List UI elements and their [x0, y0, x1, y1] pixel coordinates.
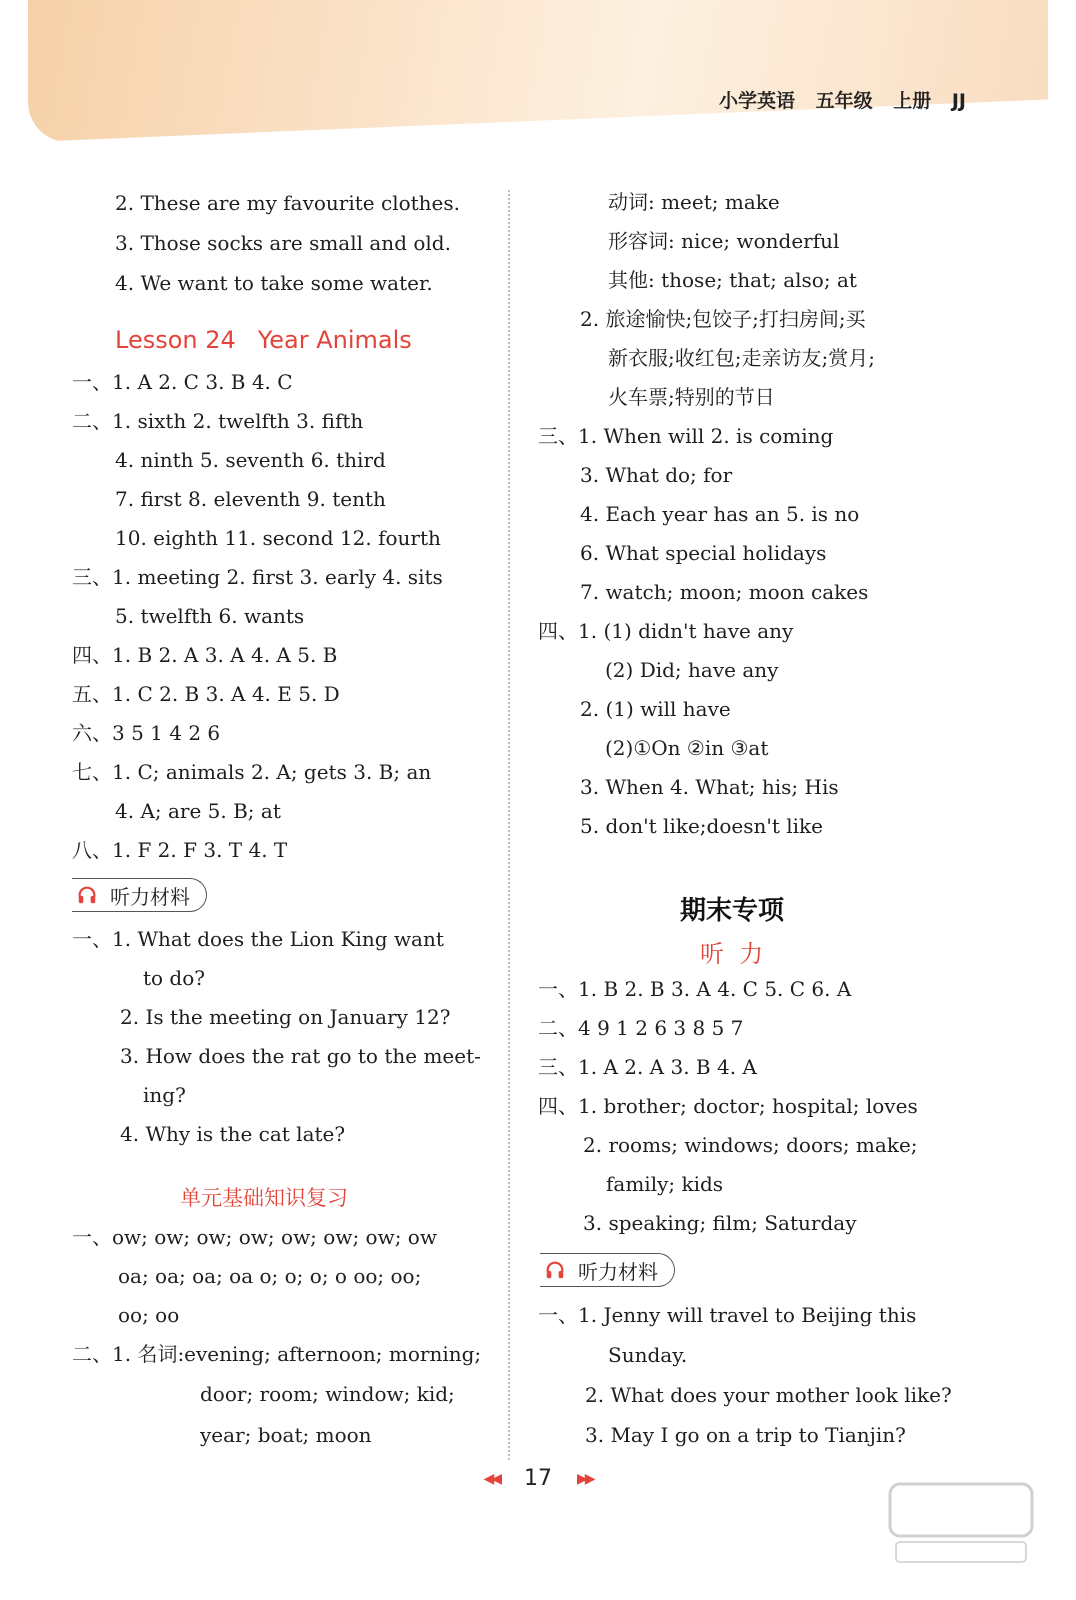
answer-line: 4. Each year has an 5. is no — [580, 502, 860, 526]
answer-line: 一、1. A 2. C 3. B 4. C — [72, 370, 293, 394]
final-listening-subtitle: 听 力 — [700, 940, 764, 968]
answer-line: 新衣服;收红包;走亲访友;赏月; — [608, 346, 875, 370]
unit-review-title: 单元基础知识复习 — [180, 1186, 348, 1210]
review-line: oa; oa; oa; oa o; o; o; o oo; oo; — [118, 1264, 422, 1288]
answer-line: 2. 旅途愉快;包饺子;打扫房间;买 — [580, 307, 866, 331]
final-answer-line: family; kids — [606, 1172, 724, 1196]
answer-line: 4. ninth 5. seventh 6. third — [115, 448, 386, 472]
answer-line: 4. We want to take some water. — [115, 271, 433, 295]
review-line: year; boat; moon — [200, 1423, 372, 1447]
answer-line: 3. Those socks are small and old. — [115, 231, 451, 255]
answer-line: 二、1. sixth 2. twelfth 3. fifth — [72, 409, 364, 433]
final-answer-line: 四、1. brother; doctor; hospital; loves — [538, 1094, 918, 1118]
review-line: 一、ow; ow; ow; ow; ow; ow; ow; ow — [72, 1225, 437, 1249]
answer-line: 2. (1) will have — [580, 697, 731, 721]
answer-line: 形容词: nice; wonderful — [608, 229, 840, 253]
next-page-arrows-icon: ▶▶ — [577, 1471, 593, 1487]
answer-line: 八、1. F 2. F 3. T 4. T — [72, 838, 288, 862]
listening-material-tag: 听力材料 — [72, 878, 207, 912]
answer-line: 火车票;特别的节日 — [608, 385, 775, 409]
answer-line: (2) Did; have any — [605, 658, 779, 682]
answer-line: 7. watch; moon; moon cakes — [580, 580, 869, 604]
prev-page-arrows-icon: ◀◀ — [483, 1471, 499, 1487]
listening-line: 3. May I go on a trip to Tianjin? — [585, 1423, 906, 1447]
answer-line: 5. twelfth 6. wants — [115, 604, 305, 628]
listening-line: to do? — [143, 966, 206, 990]
listening-line: 一、1. What does the Lion King want — [72, 927, 444, 951]
final-answer-line: 三、1. A 2. A 3. B 4. A — [538, 1055, 757, 1079]
watermark-logo — [886, 1478, 1036, 1568]
answer-line: 3. When 4. What; his; His — [580, 775, 839, 799]
answer-line: 其他: those; that; also; at — [608, 268, 857, 292]
answer-line: 六、3 5 1 4 2 6 — [72, 721, 221, 745]
answer-line: 四、1. (1) didn't have any — [538, 619, 794, 643]
answer-line: 四、1. B 2. A 3. A 4. A 5. B — [72, 643, 338, 667]
listening-material-tag: 听力材料 — [540, 1253, 675, 1287]
review-line: 二、1. 名词:evening; afternoon; morning; — [72, 1342, 482, 1366]
answer-line: 7. first 8. eleventh 9. tenth — [115, 487, 386, 511]
answer-line: 2. These are my favourite clothes. — [115, 191, 460, 215]
lesson-number: Lesson 24 — [115, 326, 236, 354]
column-divider — [508, 190, 510, 1460]
final-answer-line: 二、4 9 1 2 6 3 8 5 7 — [538, 1016, 744, 1040]
header-band — [28, 0, 1048, 142]
answer-line: (2)①On ②in ③at — [605, 736, 769, 760]
headphones-icon — [544, 1259, 566, 1281]
answer-line: 4. A; are 5. B; at — [115, 799, 281, 823]
listening-line: Sunday. — [608, 1343, 688, 1367]
book-label: 小学英语 五年级 上册 JJ — [719, 90, 966, 112]
answer-line: 3. What do; for — [580, 463, 733, 487]
review-line: oo; oo — [118, 1303, 180, 1327]
final-answer-line: 3. speaking; film; Saturday — [583, 1211, 857, 1235]
listening-line: ing? — [143, 1083, 186, 1107]
answer-line: 三、1. When will 2. is coming — [538, 424, 834, 448]
answer-line: 动词: meet; make — [608, 190, 780, 214]
listening-line: 2. What does your mother look like? — [585, 1383, 952, 1407]
final-answer-line: 2. rooms; windows; doors; make; — [583, 1133, 918, 1157]
final-special-title: 期末专项 — [680, 896, 785, 926]
review-line: door; room; window; kid; — [200, 1382, 455, 1406]
lesson-heading — [115, 326, 434, 354]
final-answer-line: 一、1. B 2. B 3. A 4. C 5. C 6. A — [538, 977, 852, 1001]
answer-line: 七、1. C; animals 2. A; gets 3. B; an — [72, 760, 432, 784]
answer-line: 10. eighth 11. second 12. fourth — [115, 526, 441, 550]
answer-line: 6. What special holidays — [580, 541, 827, 565]
listening-line: 3. How does the rat go to the meet- — [120, 1044, 481, 1068]
answer-line: 5. don't like;doesn't like — [580, 814, 824, 838]
headphones-icon — [76, 884, 98, 906]
listening-line: 4. Why is the cat late? — [120, 1122, 346, 1146]
answer-line: 三、1. meeting 2. first 3. early 4. sits — [72, 565, 443, 589]
listening-line: 一、1. Jenny will travel to Beijing this — [538, 1303, 917, 1327]
page-number: 17 — [524, 1466, 552, 1491]
answer-line: 五、1. C 2. B 3. A 4. E 5. D — [72, 682, 340, 706]
listening-line: 2. Is the meeting on January 12? — [120, 1005, 451, 1029]
lesson-title: Year Animals — [257, 326, 412, 354]
